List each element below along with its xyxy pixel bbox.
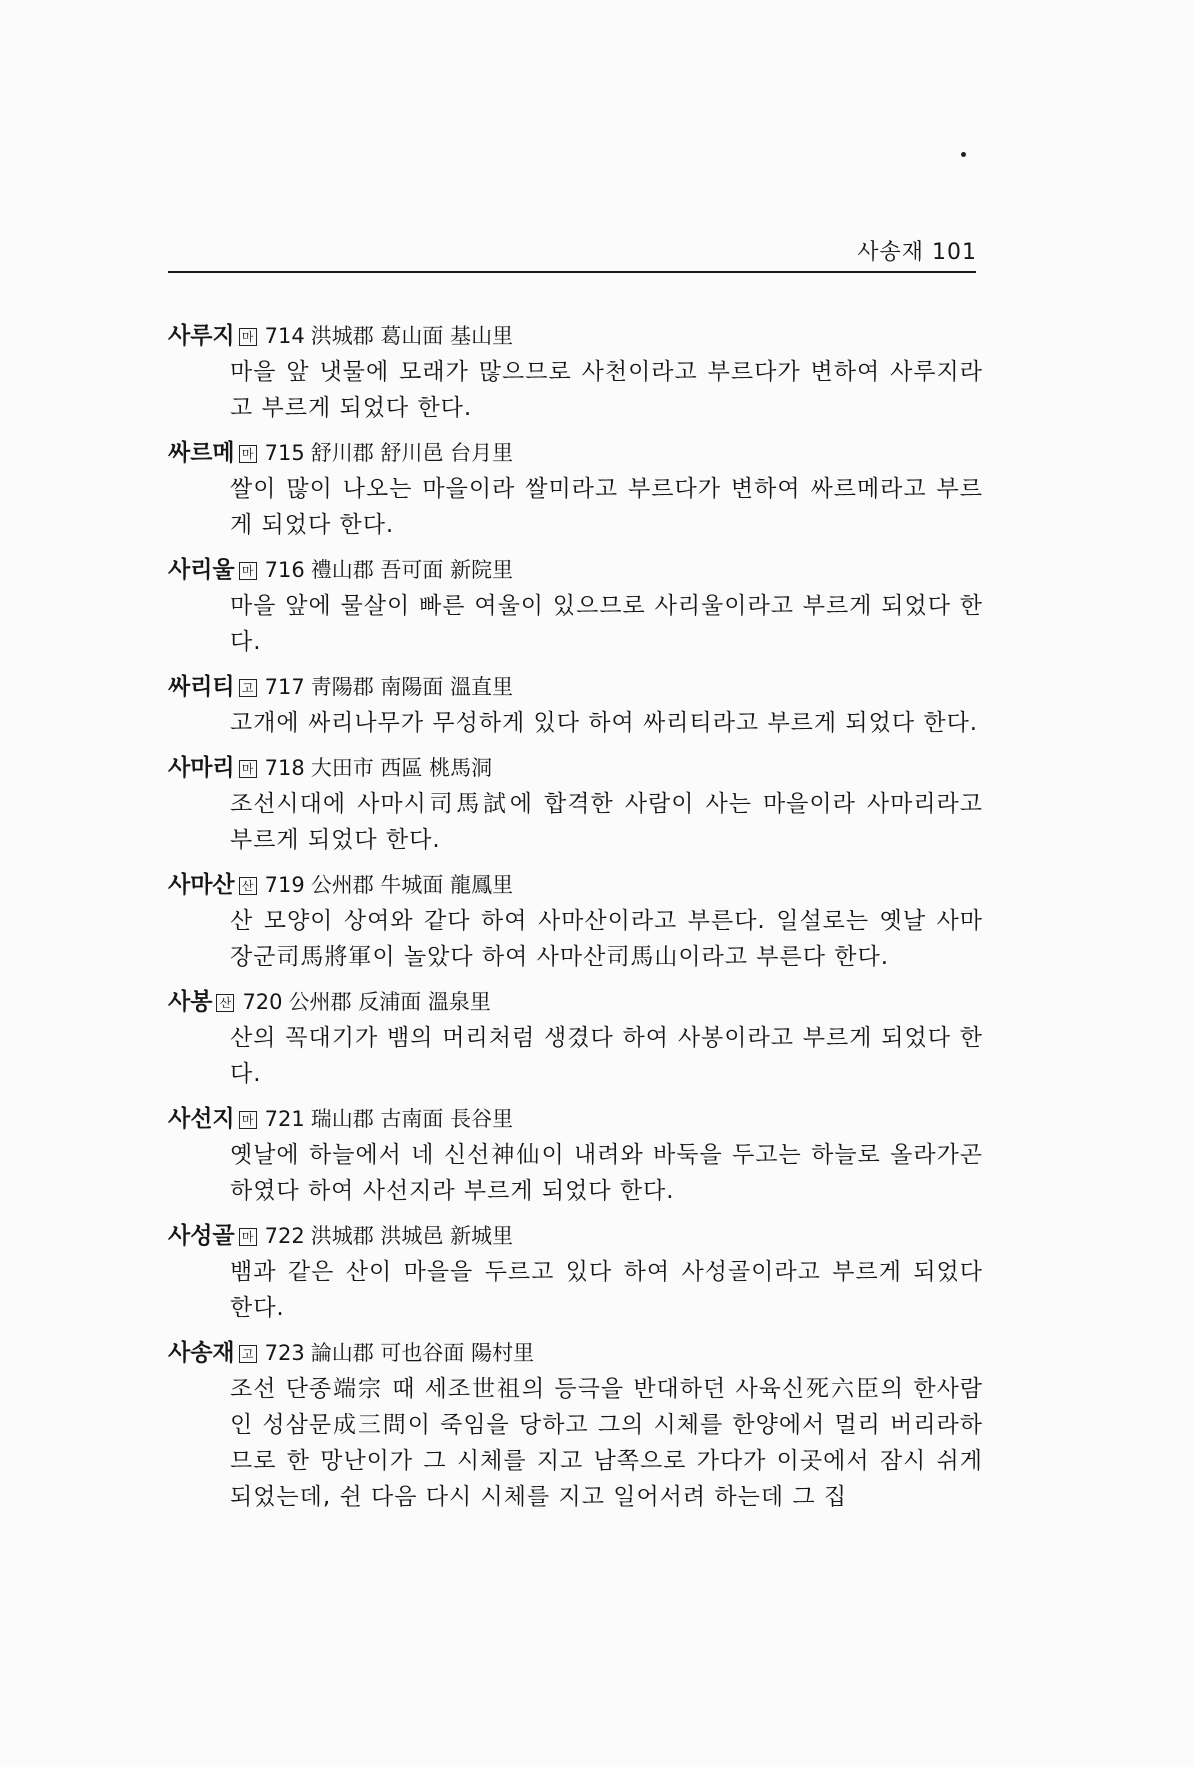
entry-location: 公州郡 牛城面 龍鳳里 — [310, 873, 514, 897]
page-speck — [961, 152, 966, 157]
entry-type-badge: 마 — [239, 1111, 257, 1129]
entry-location: 大田市 西區 桃馬洞 — [310, 756, 493, 780]
entry-term: 사성골 — [168, 1223, 235, 1249]
entry-term: 사루지 — [168, 323, 235, 349]
entry-term: 싸리티 — [168, 674, 235, 700]
entry-type-badge: 마 — [239, 562, 257, 580]
entry-location: 公州郡 反浦面 溫泉里 — [288, 990, 491, 1014]
entry-heading — [168, 669, 983, 705]
entry-number: 714 — [264, 324, 305, 348]
place-entry — [168, 1101, 983, 1209]
entry-description: 쌀이 많이 나오는 마을이라 쌀미라고 부르다가 변하여 싸르메라고 부르게 되었다 한다. — [230, 476, 983, 538]
entry-number: 722 — [264, 1224, 305, 1248]
entry-heading — [168, 1101, 983, 1137]
place-entry — [168, 984, 983, 1092]
entry-heading — [168, 867, 983, 903]
entry-description: 산의 꼭대기가 뱀의 머리처럼 생겼다 하여 사봉이라고 부르게 되었다 한다. — [230, 1025, 983, 1087]
entry-description: 고개에 싸리나무가 무성하게 있다 하여 싸리티라고 부르게 되었다 한다. — [230, 710, 979, 736]
entry-term: 사리울 — [168, 557, 235, 583]
entry-number: 717 — [264, 675, 305, 699]
entry-description: 옛날에 하늘에서 네 신선神仙이 내려와 바둑을 두고는 하늘로 올라가곤 하였다 하여 사선지라 부르게 되었다 한다. — [230, 1142, 983, 1204]
entry-location: 禮山郡 吾可面 新院里 — [310, 558, 514, 582]
entry-term: 사마산 — [168, 872, 235, 898]
entry-location: 瑞山郡 古南面 長谷里 — [310, 1107, 514, 1131]
entry-description: 조선시대에 사마시司馬試에 합격한 사람이 사는 마을이라 사마리라고 부르게 되었다 한다. — [230, 791, 983, 853]
entry-type-badge: 산 — [216, 994, 234, 1012]
entry-type-badge: 마 — [239, 445, 257, 463]
entry-description: 산 모양이 상여와 같다 하여 사마산이라고 부른다. 일설로는 옛날 사마장군司馬將軍이 놀았다 하여 사마산司馬山이라고 부른다 한다. — [230, 908, 983, 970]
place-entry — [168, 435, 983, 543]
entry-term: 싸르메 — [168, 440, 235, 466]
entry-description: 뱀과 같은 산이 마을을 두르고 있다 하여 사성골이라고 부르게 되었다 한다. — [230, 1259, 983, 1321]
running-header: 사송재 101 — [857, 240, 977, 265]
entry-heading — [168, 1218, 983, 1254]
entry-heading — [168, 1335, 983, 1371]
entry-description: 마을 앞에 물살이 빠른 여울이 있으므로 사리울이라고 부르게 되었다 한다. — [230, 593, 983, 655]
entry-term: 사송재 — [168, 1340, 235, 1366]
entry-type-badge: 마 — [239, 1228, 257, 1246]
entry-term: 사마리 — [168, 755, 235, 781]
entry-location: 論山郡 可也谷面 陽村里 — [310, 1341, 535, 1365]
entry-term: 사선지 — [168, 1106, 235, 1132]
place-entry — [168, 1218, 983, 1326]
entry-number: 721 — [264, 1107, 305, 1131]
entry-number: 723 — [264, 1341, 305, 1365]
place-entry — [168, 318, 983, 426]
entry-type-badge: 마 — [239, 328, 257, 346]
entry-type-badge: 고 — [239, 679, 257, 697]
entry-number: 716 — [264, 558, 305, 582]
entry-description: 조선 단종端宗 때 세조世祖의 등극을 반대하던 사육신死六臣의 한사람인 성삼문成三問이 죽임을 당하고 그의 시체를 한양에서 멀리 버리라하므로 한 망난이가 그 시체를 지고 남쪽으로 가다가 이곳에서 잠시 쉬게 되었는데, 쉰 다음 다시 시체를 지고 일어서려 하는데 그 집 — [230, 1376, 983, 1510]
entry-list — [168, 318, 983, 1524]
entry-heading — [168, 984, 983, 1020]
entry-number: 715 — [264, 441, 305, 465]
place-entry — [168, 750, 983, 858]
entry-number: 718 — [264, 756, 305, 780]
entry-number: 719 — [264, 873, 305, 897]
place-entry — [168, 552, 983, 660]
entry-description: 마을 앞 냇물에 모래가 많으므로 사천이라고 부르다가 변하여 사루지라고 부르게 되었다 한다. — [230, 359, 983, 421]
entry-location: 靑陽郡 南陽面 溫直里 — [310, 675, 514, 699]
entry-type-badge: 고 — [239, 1345, 257, 1363]
header-rule — [168, 271, 976, 273]
entry-type-badge: 마 — [239, 760, 257, 778]
entry-heading — [168, 552, 983, 588]
place-entry — [168, 1335, 983, 1515]
entry-number: 720 — [242, 990, 283, 1014]
entry-location: 洪城郡 葛山面 基山里 — [310, 324, 514, 348]
entry-term: 사봉 — [168, 989, 213, 1015]
place-entry — [168, 867, 983, 975]
entry-heading — [168, 750, 983, 786]
entry-location: 舒川郡 舒川邑 台月里 — [310, 441, 514, 465]
entry-heading — [168, 435, 983, 471]
entry-heading — [168, 318, 983, 354]
entry-type-badge: 산 — [239, 877, 257, 895]
place-entry — [168, 669, 983, 741]
entry-location: 洪城郡 洪城邑 新城里 — [310, 1224, 514, 1248]
